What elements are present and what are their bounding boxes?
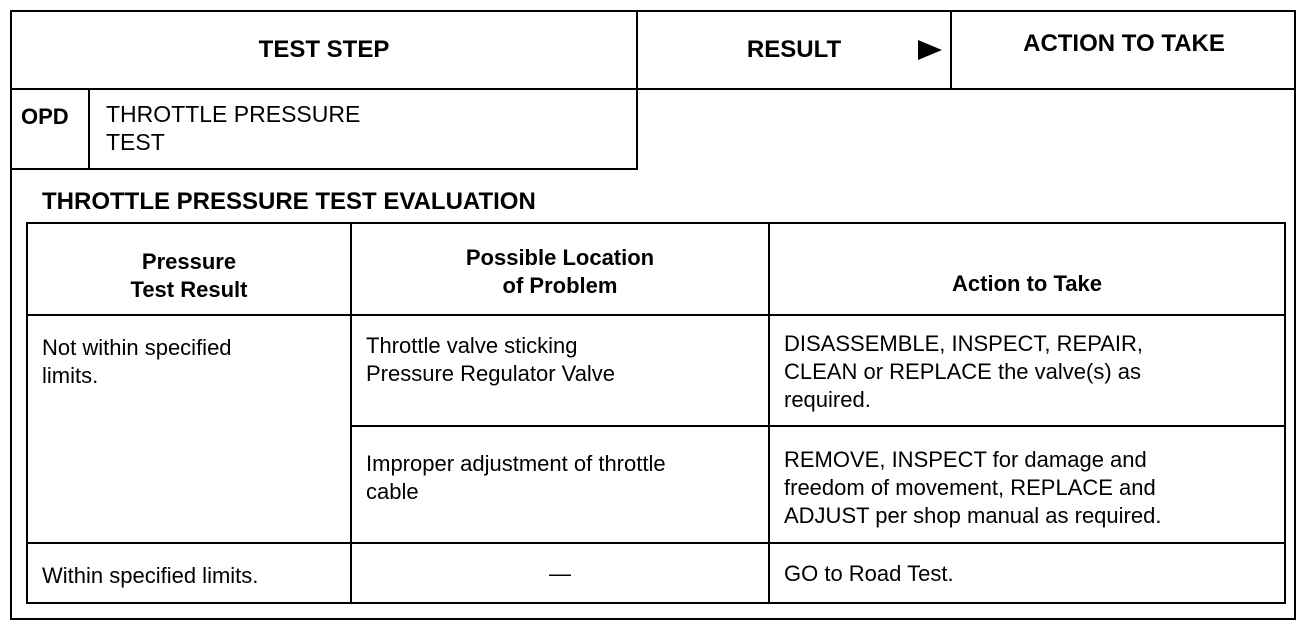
arrow-right-icon	[918, 40, 942, 60]
row-divider	[350, 425, 1284, 427]
row1-result-line1: Not within specified	[42, 335, 232, 360]
row1-result-line2: limits.	[42, 363, 99, 388]
row2-location	[366, 450, 666, 506]
row2-location-line2: cable	[366, 479, 419, 504]
row3-action: GO to Road Test.	[784, 561, 954, 586]
header-test-step-label: TEST STEP	[258, 36, 390, 63]
header-action	[952, 12, 1296, 90]
column-header-location-line1: Possible Location	[465, 245, 655, 270]
step-title-line1: THROTTLE PRESSURE	[106, 101, 361, 127]
header-result	[638, 12, 952, 90]
column-header-pressure	[28, 248, 350, 304]
header-test-step	[12, 12, 638, 90]
row2-location-line1: Improper adjustment of throttle	[366, 451, 666, 476]
row3-location: —	[549, 561, 571, 586]
row1-action-line3: required.	[784, 387, 871, 412]
row-divider	[28, 542, 1284, 544]
column-header-location-line2: of Problem	[502, 273, 618, 298]
row2-action-line3: ADJUST per shop manual as required.	[784, 503, 1162, 528]
header-result-label: RESULT	[746, 36, 842, 63]
row1-action-line2: CLEAN or REPLACE the valve(s) as	[784, 359, 1142, 384]
column-header-action: Action to Take	[952, 271, 1102, 296]
row2-action-line2: freedom of movement, REPLACE and	[784, 475, 1156, 500]
evaluation-table	[26, 222, 1286, 604]
step-code: OPD	[12, 90, 90, 168]
row1-location-line1: Throttle valve sticking	[366, 333, 578, 358]
row1-location	[366, 332, 615, 388]
row1-action-line1: DISASSEMBLE, INSPECT, REPAIR,	[784, 331, 1144, 356]
row-divider	[28, 314, 1284, 316]
row1-action	[784, 330, 1143, 414]
row1-result	[42, 334, 232, 390]
step-box	[12, 90, 638, 170]
column-header-location	[352, 244, 768, 300]
step-title-line2: TEST	[106, 129, 165, 155]
evaluation-title: THROTTLE PRESSURE TEST EVALUATION	[42, 188, 536, 215]
column-header-pressure-line1: Pressure	[141, 249, 237, 274]
step-title	[106, 100, 360, 156]
row1-location-line2: Pressure Regulator Valve	[366, 361, 616, 386]
row2-action-line1: REMOVE, INSPECT for damage and	[784, 447, 1147, 472]
header-action-label: ACTION TO TAKE	[1023, 30, 1225, 57]
test-step-chart	[10, 10, 1296, 620]
column-header-pressure-line2: Test Result	[130, 277, 248, 302]
row3-result: Within specified limits.	[42, 563, 259, 588]
row2-action	[784, 446, 1161, 530]
